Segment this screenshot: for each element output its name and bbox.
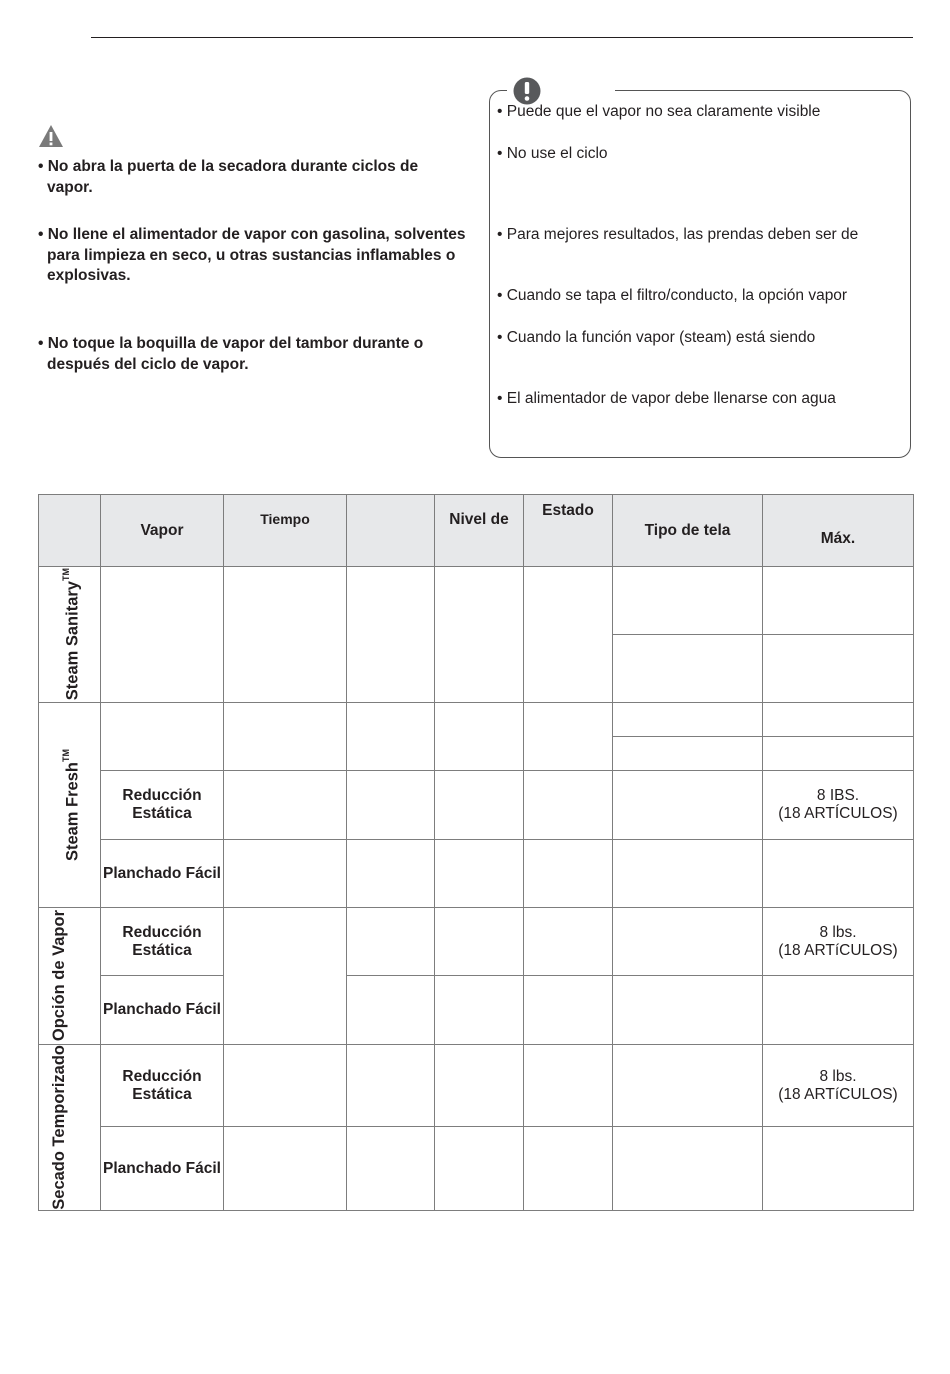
sub-reduccion-estatica: Reducción Estática [101, 908, 224, 976]
warning-triangle-icon [38, 124, 64, 148]
sub-reduccion-estatica: Reducción Estática [101, 1045, 224, 1127]
note-item: • No use el ciclo [497, 145, 608, 162]
group-label: Opción de Vapor [49, 910, 68, 1042]
group-label: Steam Fresh™ [60, 748, 82, 862]
table-row [39, 976, 914, 1045]
group-secado-temporizado [39, 1045, 101, 1211]
note-item: • Puede que el vapor no sea claramente visible [497, 103, 821, 120]
table-row [39, 703, 914, 737]
group-steam-sanitary [39, 567, 101, 703]
capacity-cell: 8 lbs. (18 ARTíCULOS) [763, 1045, 914, 1127]
exclamation-circle-icon [513, 77, 541, 105]
table-row [39, 840, 914, 908]
table-row [39, 1045, 914, 1127]
group-label: Steam Sanitary™ [60, 568, 82, 701]
header-vapor: Vapor [101, 495, 224, 567]
header-nivel: Nivel de [435, 495, 524, 567]
header-max: Máx. [763, 495, 914, 567]
table-row [39, 908, 914, 976]
warning-item: • No toque la boquilla de vapor del tambor durante o después del ciclo de vapor. [38, 335, 424, 373]
header-blank [39, 495, 101, 567]
header-blank [347, 495, 435, 567]
sub-planchado-facil: Planchado Fácil [101, 976, 224, 1045]
group-label: Secado Temporizado [49, 1045, 68, 1210]
sub-reduccion-estatica: Reducción Estática [101, 771, 224, 840]
warning-text: No llene el alimentador de vapor con gasolina, solventes para limpieza en seco, u otras sustancias inflamables o explosivas. [47, 226, 466, 284]
header-estado: Estado [524, 495, 613, 567]
top-rule [91, 37, 913, 38]
warning-item: • No abra la puerta de la secadora durante ciclos de vapor. [38, 158, 419, 196]
group-opcion-de-vapor [39, 908, 101, 1045]
table-row [39, 1127, 914, 1210]
note-item: • Cuando se tapa el filtro/conducto, la opción vapor [497, 287, 848, 304]
group-steam-fresh [39, 703, 101, 908]
capacity-cell: 8 lbs. (18 ARTíCULOS) [763, 908, 914, 976]
warning-text: No toque la boquilla de vapor del tambor durante o después del ciclo de vapor. [47, 335, 424, 373]
header-tiempo: Tiempo [224, 495, 347, 567]
capacity-cell: 8 IBS. (18 ARTÍCULOS) [763, 771, 914, 840]
sub-planchado-facil: Planchado Fácil [101, 1127, 224, 1210]
note-item: • Cuando la función vapor (steam) está siendo [497, 329, 816, 346]
note-item: • El alimentador de vapor debe llenarse con agua [497, 390, 836, 407]
table-row [39, 771, 914, 840]
table-header-row [39, 495, 914, 567]
table-row [39, 567, 914, 635]
note-item: • Para mejores resultados, las prendas deben ser de [497, 226, 859, 243]
warning-text: No abra la puerta de la secadora durante ciclos de vapor. [47, 158, 419, 196]
steam-cycle-table [38, 494, 914, 1211]
sub-planchado-facil: Planchado Fácil [101, 840, 224, 908]
header-tipo-tela: Tipo de tela [613, 495, 763, 567]
warning-item: • No llene el alimentador de vapor con gasolina, solventes para limpieza en seco, u otras sustancias inflamables o explosivas. [38, 226, 466, 284]
